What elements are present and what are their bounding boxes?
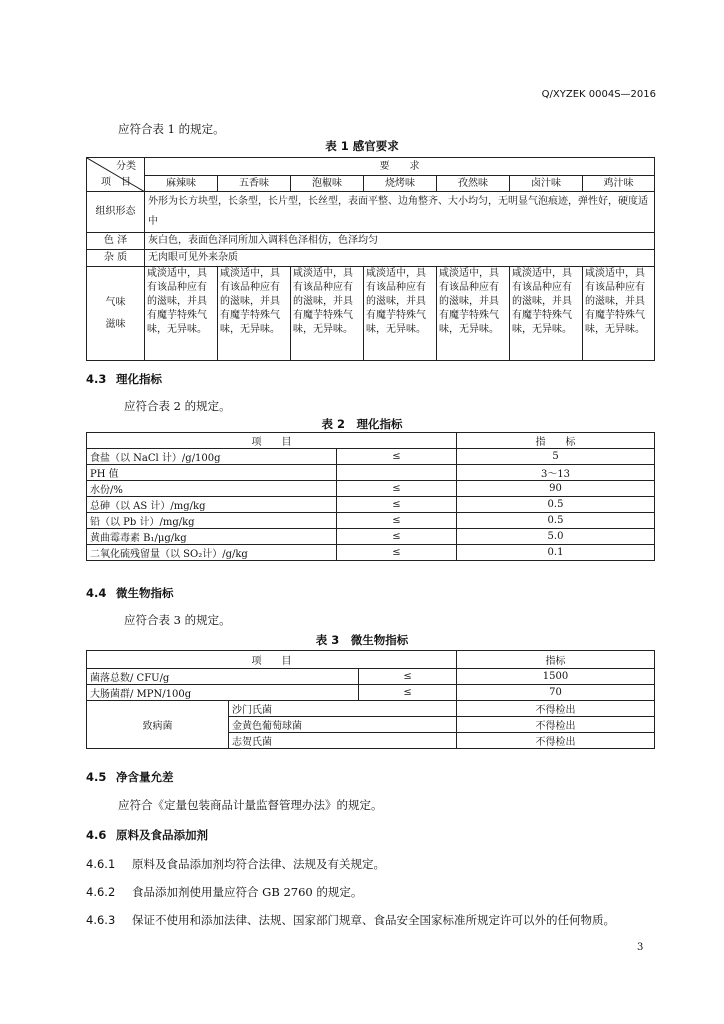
flavor-header: 鸡汁味	[583, 176, 655, 192]
table-row-operator: ≤	[359, 685, 457, 701]
document-code: Q/XYZEK 0004S—2016	[541, 89, 656, 100]
section-4-5-text: 应符合《定量包装商品计量监督管理办法》的规定。	[118, 798, 383, 812]
flavor-header: 卤汁味	[510, 176, 583, 192]
flavor-header: 麻辣味	[145, 176, 218, 192]
table-row-value: 0.5	[457, 497, 655, 513]
corner-category-label: 分类	[116, 161, 136, 172]
pathogen-name: 志贺氏菌	[229, 733, 457, 749]
section-4-5-heading: 4.5 净含量允差	[86, 770, 174, 784]
impurity-requirement: 无肉眼可见外来杂质	[145, 250, 655, 267]
row-label-color: 色 泽	[87, 233, 145, 250]
table-row-item: 水份/%	[87, 481, 337, 497]
clause-4-6-1: 4.6.1 原料及食品添加剂均符合法律、法规及有关规定。	[86, 857, 385, 871]
clause-4-6-3: 4.6.3 保证不使用和添加法律、法规、国家部门规章、食品安全国家标准所规定许可以外的任何物质。	[86, 913, 615, 927]
table-row-operator: ≤	[337, 513, 457, 529]
taste-requirement: 咸淡适中，具有该品种应有的滋味，并具有魔芋特殊气味，无异味。	[510, 267, 583, 361]
table-row-value: 3～13	[457, 465, 655, 481]
taste-requirement: 咸淡适中，具有该品种应有的滋味，并具有魔芋特殊气味，无异味。	[583, 267, 655, 361]
table-row-item: 黄曲霉毒素 B₁/μg/kg	[87, 529, 337, 545]
table1-caption: 表 1 感官要求	[325, 139, 399, 153]
table-row-value: 0.1	[457, 545, 655, 561]
table-row-value: 5	[457, 449, 655, 465]
pathogen-name: 金黄色葡萄球菌	[229, 717, 457, 733]
microbiological-table	[86, 650, 655, 749]
table-row-value: 90	[457, 481, 655, 497]
section-4-3-heading: 4.3 理化指标	[86, 372, 162, 386]
taste-requirement: 咸淡适中，具有该品种应有的滋味，并具有魔芋特殊气味，无异味。	[291, 267, 364, 361]
taste-requirement: 咸淡适中，具有该品种应有的滋味，并具有魔芋特殊气味，无异味。	[437, 267, 510, 361]
taste-requirement: 咸淡适中，具有该品种应有的滋味，并具有魔芋特殊气味，无异味。	[364, 267, 437, 361]
clause-4-6-2: 4.6.2 食品添加剂使用量应符合 GB 2760 的规定。	[86, 885, 363, 899]
table1-intro: 应符合表 1 的规定。	[118, 122, 225, 136]
row-label-texture: 组织形态	[87, 192, 145, 233]
sensory-requirements-table	[86, 157, 655, 361]
texture-requirement: 外形为长方块型，长条型，长片型，长丝型，表面平整、边角整齐、大小均匀，无明显气泡痕迹，弹性好，硬度适中	[145, 192, 655, 233]
taste-requirement: 咸淡适中，具有该品种应有的滋味，并具有魔芋特殊气味，无异味。	[218, 267, 291, 361]
row-label-impurity: 杂 质	[87, 250, 145, 267]
table3-caption: 表 3 微生物指标	[315, 633, 409, 647]
pathogen-group-label: 致病菌	[87, 701, 229, 749]
pathogen-value: 不得检出	[457, 717, 655, 733]
pathogen-name: 沙门氏菌	[229, 701, 457, 717]
table2-caption: 表 2 理化指标	[321, 417, 403, 431]
taste-requirement: 咸淡适中，具有该品种应有的滋味，并具有魔芋特殊气味，无异味。	[145, 267, 218, 361]
table-row-operator: ≤	[337, 545, 457, 561]
table-row-value: 1500	[457, 669, 655, 685]
page-number: 3	[637, 942, 644, 953]
table-row-operator: ≤	[337, 529, 457, 545]
flavor-header: 五香味	[218, 176, 291, 192]
flavor-header: 孜然味	[437, 176, 510, 192]
table-row-operator: ≤	[337, 449, 457, 465]
table-row-operator: ≤	[337, 481, 457, 497]
table-row-value: 70	[457, 685, 655, 701]
table-row-item: 大肠菌群/ MPN/100g	[87, 685, 359, 701]
section-4-6-heading: 4.6 原料及食品添加剂	[86, 828, 208, 842]
table-row-item: 铅（以 Pb 计）/mg/kg	[87, 513, 337, 529]
table-row-value: 5.0	[457, 529, 655, 545]
table2-item-header: 项 目	[87, 433, 457, 449]
section-4-4-heading: 4.4 微生物指标	[86, 586, 174, 600]
table-row-operator: ≤	[359, 669, 457, 685]
physicochemical-table	[86, 432, 655, 561]
requirements-header: 要 求	[145, 158, 655, 176]
pathogen-value: 不得检出	[457, 733, 655, 749]
color-requirement: 灰白色，表面色泽同所加入调料色泽相仿，色泽均匀	[145, 233, 655, 250]
table-row-value: 0.5	[457, 513, 655, 529]
table-row-item: PH 值	[87, 465, 337, 481]
flavor-header: 烧烤味	[364, 176, 437, 192]
table1-corner-cell	[87, 158, 145, 192]
table-row-item: 食盐（以 NaCl 计）/g/100g	[87, 449, 337, 465]
table-row-item: 总砷（以 AS 计）/mg/kg	[87, 497, 337, 513]
flavor-header: 泡椒味	[291, 176, 364, 192]
table-row-operator: ≤	[337, 497, 457, 513]
table3-intro: 应符合表 3 的规定。	[124, 613, 231, 627]
table2-intro: 应符合表 2 的规定。	[124, 399, 231, 413]
table2-value-header: 指 标	[457, 433, 655, 449]
row-label-taste: 气味滋味	[87, 267, 145, 361]
corner-item-label: 项 目	[101, 177, 131, 188]
table-row-operator	[337, 465, 457, 481]
table3-item-header: 项 目	[87, 651, 457, 669]
table-row-item: 二氧化硫残留量（以 SO₂计）/g/kg	[87, 545, 337, 561]
pathogen-value: 不得检出	[457, 701, 655, 717]
table-row-item: 菌落总数/ CFU/g	[87, 669, 359, 685]
table3-value-header: 指标	[457, 651, 655, 669]
